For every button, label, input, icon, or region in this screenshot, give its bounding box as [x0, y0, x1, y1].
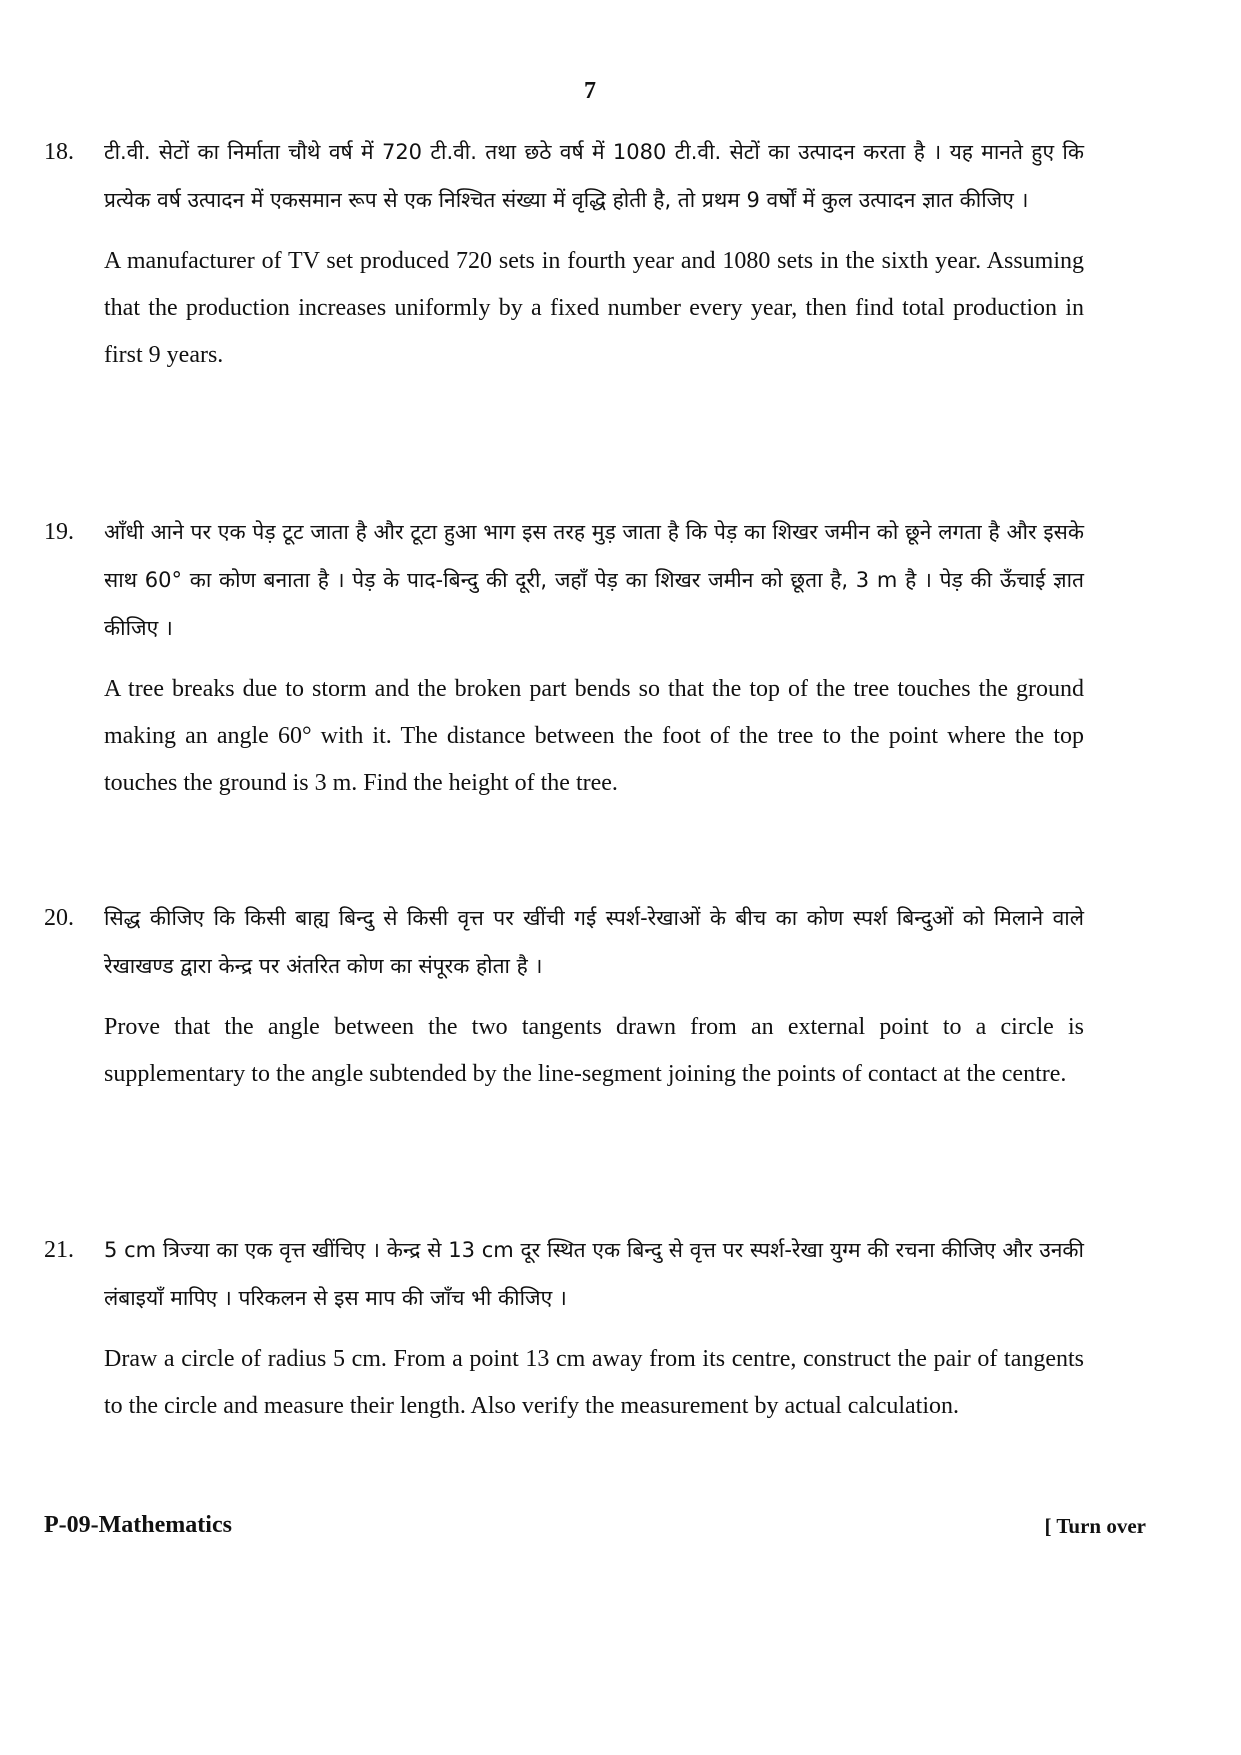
paper-code: P-09-Mathematics: [44, 1512, 232, 1538]
question-number: 18.: [44, 139, 74, 165]
question-19: [44, 508, 1084, 807]
question-text-english: Draw a circle of radius 5 cm. From a point 13 cm away from its centre, construct the pair of tangents to the circle and measure their length. Also verify the measurement by actual calculation.: [104, 1346, 1084, 1419]
question-18: [44, 128, 1084, 379]
page-number: 7: [584, 78, 596, 104]
question-number: 19.: [44, 519, 74, 545]
question-number: 20.: [44, 905, 74, 931]
question-body: [104, 508, 1084, 807]
question-body: [104, 1226, 1084, 1430]
question-text-hindi: 5 cm त्रिज्या का एक वृत्त खींचिए । केन्द्र से 13 cm दूर स्थित एक बिन्दु से वृत्त पर स्पर्श-रेखा युग्म की रचना कीजिए और उनकी लंबाइयाँ मापिए । परिकलन से इस माप की जाँच भी कीजिए ।: [104, 1238, 1084, 1310]
question-20: [44, 894, 1084, 1098]
question-text-english: A tree breaks due to storm and the broken part bends so that the top of the tree touches the ground making an angle 60° with it. The distance between the foot of the tree to the point where the top touches the ground is 3 m. Find the height of the tree.: [104, 676, 1084, 796]
question-text-english: Prove that the angle between the two tangents drawn from an external point to a circle is supplementary to the angle subtended by the line-segment joining the points of contact at the centre.: [104, 1014, 1084, 1087]
question-text-hindi: सिद्ध कीजिए कि किसी बाह्य बिन्दु से किसी वृत्त पर खींची गई स्पर्श-रेखाओं के बीच का कोण स्पर्श बिन्दुओं को मिलाने वाले रेखाखण्ड द्वारा केन्द्र पर अंतरित कोण का संपूरक होता है ।: [104, 906, 1084, 978]
question-21: [44, 1226, 1084, 1430]
question-body: [104, 128, 1084, 379]
turn-over-note: [ Turn over: [1044, 1514, 1146, 1538]
question-text-english: A manufacturer of TV set produced 720 sets in fourth year and 1080 sets in the sixth year. Assuming that the production increases uniformly by a fixed number every year, then find total production in first 9 years.: [104, 248, 1084, 368]
question-text-hindi: आँधी आने पर एक पेड़ टूट जाता है और टूटा हुआ भाग इस तरह मुड़ जाता है कि पेड़ का शिखर जमीन को छूने लगता है और इसके साथ 60° का कोण बनाता है । पेड़ के पाद-बिन्दु की दूरी, जहाँ पेड़ का शिखर जमीन को छूता है, 3 m है । पेड़ की ऊँचाई ज्ञात कीजिए ।: [104, 520, 1084, 640]
question-text-hindi: टी.वी. सेटों का निर्माता चौथे वर्ष में 720 टी.वी. तथा छठे वर्ष में 1080 टी.वी. सेटों का उत्पादन करता है । यह मानते हुए कि प्रत्येक वर्ष उत्पादन में एकसमान रूप से एक निश्चित संख्या में वृद्धि होती है, तो प्रथम 9 वर्षों में कुल उत्पादन ज्ञात कीजिए ।: [104, 140, 1084, 212]
question-number: 21.: [44, 1237, 74, 1263]
question-body: [104, 894, 1084, 1098]
